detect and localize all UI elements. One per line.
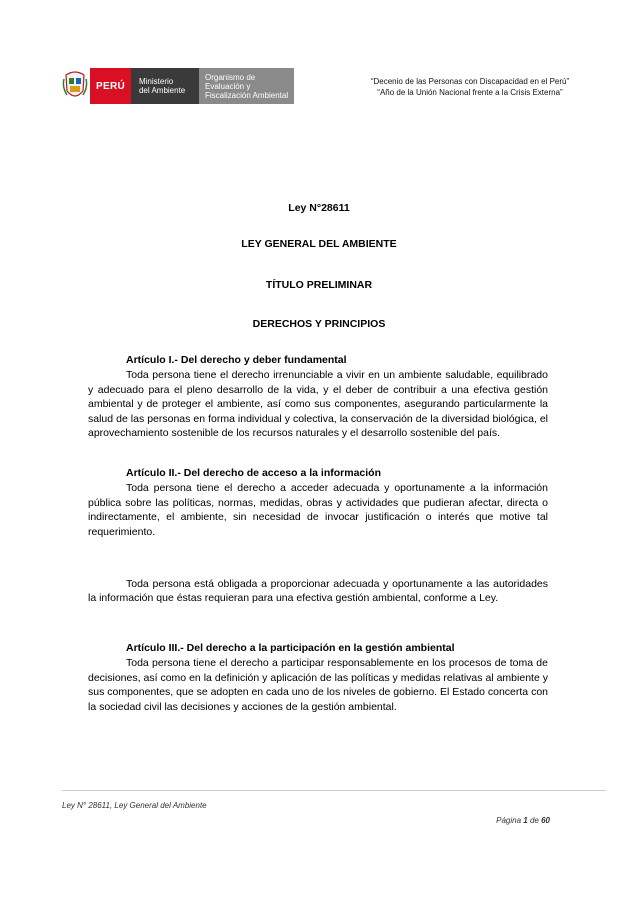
article-title: Artículo II.- Del derecho de acceso a la información — [126, 467, 381, 479]
footer-law-reference: Ley N° 28611, Ley General del Ambiente — [62, 801, 207, 810]
article-paragraph: Toda persona tiene el derecho irrenunciable a vivir en un ambiente saludable, equilibrado y adecuado para el pleno desarrollo de la vida, y el deber de contribuir a una efectiva gestión ambiental y de proteger el ambiente, así como sus componentes, asegurando particularmente la salud de las personas en forma individual y colectiva, la conservación de la diversidad biológica, el aprovechamiento sostenible de los recursos naturales y el desarrollo sostenible del país. — [88, 369, 548, 440]
article-1 — [88, 353, 548, 440]
section-title: TÍTULO PRELIMINAR — [265, 279, 373, 291]
agency-label: Organismo de Evaluación y Fiscalización Ambiental — [199, 68, 294, 104]
article-3 — [88, 641, 548, 714]
article-2 — [88, 466, 548, 539]
article-2-paragraph-2 — [88, 577, 548, 606]
law-number: Ley N°28611 — [288, 202, 350, 214]
article-paragraph: Toda persona está obligada a proporcionar adecuada y oportunamente a las autoridades la información que éstas requieran para una efectiva gestión ambiental, conforme a Ley. — [88, 578, 548, 605]
coat-of-arms-icon — [62, 69, 88, 103]
motto-year: “Año de la Unión Nacional frente a la Crisis Externa” — [377, 88, 563, 97]
section-subtitle: DERECHOS Y PRINCIPIOS — [252, 318, 386, 330]
header-logo — [62, 68, 294, 104]
article-paragraph: Toda persona tiene el derecho a acceder adecuada y oportunamente a la información pública sobre las políticas, normas, medidas, obras y actividades que pudieran afectar, directa o indirectamente, el ambiente, sin necesidad de invocar justificación o interés que motive tal requerimiento. — [88, 482, 548, 538]
article-paragraph: Toda persona tiene el derecho a participar responsablemente en los procesos de toma de decisiones, así como en la definición y aplicación de las políticas y medidas relativas al ambiente y sus componentes, que se adopten en cada uno de los niveles de gobierno. El Estado concerta con la sociedad civil las decisiones y acciones de la gestión ambiental. — [88, 657, 548, 713]
peru-label: PERÚ — [90, 68, 131, 104]
motto-decade: “Decenio de las Personas con Discapacidad en el Perú” — [370, 77, 570, 86]
article-title: Artículo I.- Del derecho y deber fundamental — [126, 354, 347, 366]
ministry-label: Ministerio del Ambiente — [131, 68, 199, 104]
footer-divider — [62, 790, 606, 791]
header-mottos — [340, 76, 600, 98]
page-number: Página 1 de 60 — [496, 816, 550, 825]
law-name: LEY GENERAL DEL AMBIENTE — [241, 238, 397, 250]
article-title: Artículo III.- Del derecho a la participación en la gestión ambiental — [126, 642, 455, 654]
